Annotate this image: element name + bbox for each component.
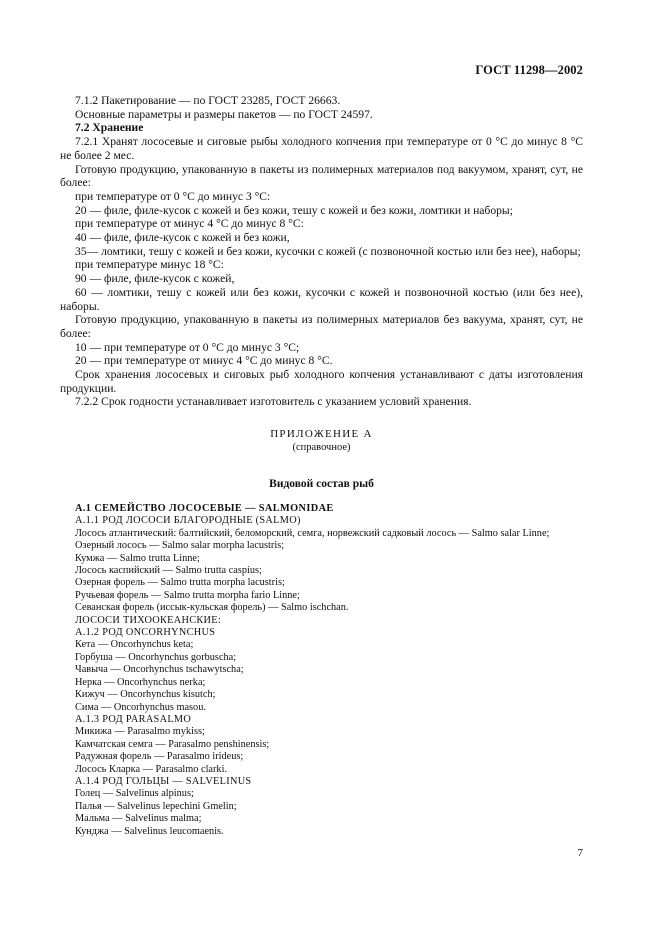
species-line: Лосось каспийский — Salmo trutta caspius; [75,565,262,577]
species-line: Камчатская семга — Parasalmo penshinensis; [75,738,270,750]
paragraph: 10 — при температуре от 0 °С до минус 3 °С; [75,340,300,354]
species-line: А.1 СЕМЕЙСТВО ЛОСОСЕВЫЕ — SALMONIDAE [75,503,334,514]
paragraph: 7.2.2 Срок годности устанавливает изготовитель с указанием условий хранения. [75,395,472,409]
species-line: Кета — Oncorhynchus keta; [75,639,194,651]
paragraph: при температуре минус 18 °С: [75,258,224,272]
paragraph: 35— ломтики, тешу с кожей и без кожи, кусочки с кожей (с позвоночной костью или без нее), наборы; [75,244,581,258]
species-line: А.1.3 РОД PARASALMO [75,713,192,725]
paragraph: Готовую продукцию, упакованную в пакеты из полимерных материалов под вакуумом, хранят, сут, не более: [60,162,583,190]
species-line: Кумжа — Salmo trutta Linne; [75,552,200,564]
species-line: Голец — Salvelinus alpinus; [75,788,194,800]
species-line: Чавыча — Oncorhynchus tschawytscha; [75,664,244,676]
paragraph: Основные параметры и размеры пакетов — по ГОСТ 24597. [75,107,373,121]
species-line: Севанская форель (иссык-кульская форель) — Salmo ischchan. [75,602,349,614]
species-line: ЛОСОСИ ТИХООКЕАНСКИЕ: [75,614,222,626]
species-line: Озерная форель — Salmo trutta morpha lacustris; [75,577,285,589]
paragraph: 40 — филе, филе-кусок с кожей и без кожи, [75,231,290,245]
paragraph: Готовую продукцию, упакованную в пакеты из полимерных материалов без вакуума, хранят, сут, не более: [60,313,583,340]
species-line: Ручьевая форель — Salmo trutta morpha fario Linne; [75,589,300,601]
species-line: Микижа — Parasalmo mykiss; [75,726,205,738]
paragraph: 20 — филе, филе-кусок с кожей и без кожи, тешу с кожей и без кожи, ломтики и наборы; [75,203,513,217]
paragraph: 7.2 Хранение [75,121,144,135]
species-line: Лосось атлантический: балтийский, беломорский, семга, норвежский садковый лосось — Salmo salar Linne; [75,527,550,539]
species-line: А.1.1 РОД ЛОСОСИ БЛАГОРОДНЫЕ (SALMO) [75,515,301,527]
main-text [60,94,583,409]
species-line: Горбуша — Oncorhynchus gorbuscha; [75,651,237,663]
paragraph: при температуре от минус 4 °С до минус 8 °С: [75,217,304,231]
paragraph: 20 — при температуре от минус 4 °С до минус 8 °С. [75,354,333,368]
paragraph: 60 — ломтики, тешу с кожей или без кожи, кусочки с кожей и позвоночной костью (или без нее), наборы. [60,285,583,313]
appendix-heading: Видовой состав рыб [269,478,374,490]
appendix-title: ПРИЛОЖЕНИЕ А [270,428,373,440]
species-line: Нерка — Oncorhynchus nerka; [75,676,206,688]
paragraph: при температуре от 0 °С до минус 3 °С: [75,189,271,203]
document-code: ГОСТ 11298—2002 [475,63,583,77]
appendix-subtitle: (справочное) [292,442,351,453]
paragraph: 7.1.2 Пакетирование — по ГОСТ 23285, ГОСТ 26663. [75,94,341,107]
species-line: Озерный лосось — Salmo salar morpha lacustris; [75,540,285,552]
species-line: А.1.2 РОД ONCORHYNCHUS [75,627,216,639]
paragraph: 7.2.1 Хранят лососевые и сиговые рыбы холодного копчения при температуре от 0 °С до минус 8 °С не более 2 мес. [60,135,583,162]
species-list [60,503,583,838]
species-line: Палья — Salvelinus lepechini Gmelin; [75,800,237,812]
species-line: Сима — Oncorhynchus masou. [75,701,206,713]
page-number: 7 [577,847,583,859]
species-line: Лосось Кларка — Parasalmo clarki. [75,763,228,775]
paragraph: Срок хранения лососевых и сиговых рыб холодного копчения устанавливают с даты изготовления продукции. [60,368,583,395]
paragraph: 90 — филе, филе-кусок с кожей, [75,272,235,286]
species-line: Кунджа — Salvelinus leucomaenis. [75,825,224,837]
species-line: Мальма — Salvelinus malma; [75,813,202,825]
species-line: Радужная форель — Parasalmo irideus; [75,751,244,763]
species-line: А.1.4 РОД ГОЛЬЦЫ — SALVELINUS [75,775,252,787]
species-line: Кижуч — Oncorhynchus kisutch; [75,689,216,701]
